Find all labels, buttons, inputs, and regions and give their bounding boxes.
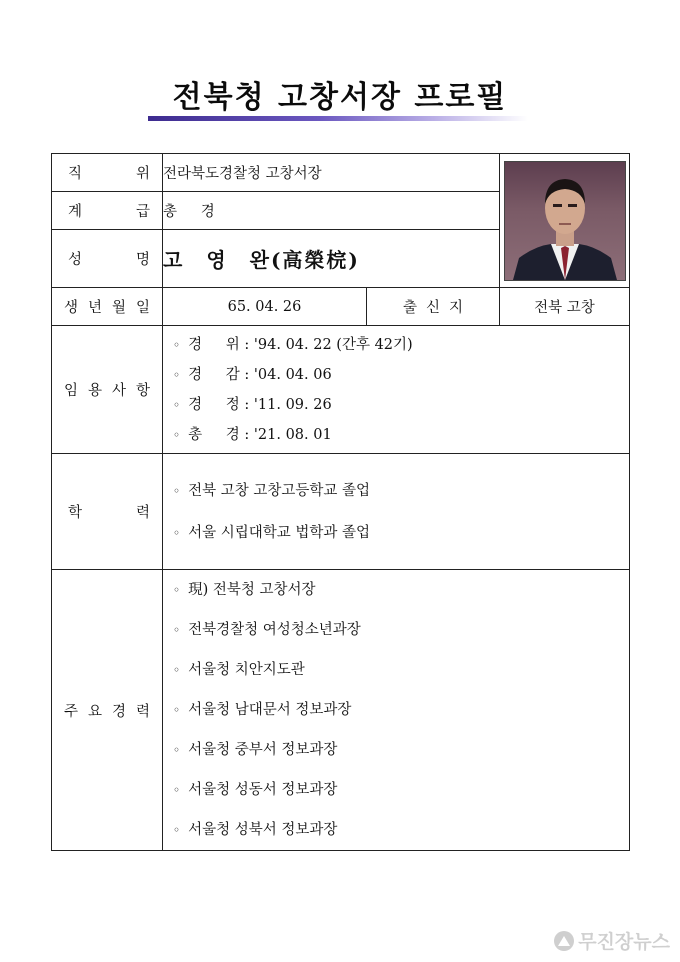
list-item: ◦ 서울청 중부서 정보과장 — [173, 742, 338, 758]
row-position — [52, 154, 630, 192]
list-item: ◦ 서울청 남대문서 정보과장 — [173, 702, 352, 718]
list-item: ◦ 경 위 : '94. 04. 22 (간후 42기) — [173, 336, 413, 353]
row-education — [52, 454, 630, 570]
page-title: 전북청 고창서장 프로필 — [172, 80, 508, 115]
watermark-logo-icon — [554, 931, 574, 951]
label-rank: 계 급 — [52, 192, 163, 230]
value-birth: 65. 04. 26 — [163, 288, 367, 326]
label-name: 성 명 — [52, 230, 163, 288]
list-item: ◦ 現) 전북청 고창서장 — [173, 582, 316, 598]
value-position: 전라북도경찰청 고창서장 — [163, 154, 500, 192]
list-item: ◦ 경 정 : '11. 09. 26 — [173, 396, 332, 413]
profile-table — [51, 153, 630, 851]
list-item: ◦ 전북 고창 고창고등학교 졸업 — [173, 482, 370, 499]
label-career: 주 요 경 력 — [52, 570, 163, 851]
list-item: ◦ 서울청 치안지도관 — [173, 662, 305, 678]
photo-cell — [500, 154, 630, 288]
label-hometown: 출 신 지 — [367, 288, 500, 326]
label-appointment: 임 용 사 항 — [52, 326, 163, 454]
profile-photo — [504, 161, 626, 281]
row-appointment — [52, 326, 630, 454]
list-item: ◦ 서울청 성동서 정보과장 — [173, 782, 338, 798]
row-career — [52, 570, 630, 851]
row-birth-hometown — [52, 288, 630, 326]
title-underline — [148, 116, 528, 121]
label-position: 직 위 — [52, 154, 163, 192]
education-list — [163, 454, 630, 570]
list-item: ◦ 총 경 : '21. 08. 01 — [173, 426, 332, 443]
list-item: ◦ 경 감 : '04. 04. 06 — [173, 366, 332, 383]
list-item: ◦ 전북경찰청 여성청소년과장 — [173, 622, 361, 638]
value-hometown: 전북 고창 — [500, 288, 630, 326]
label-birth: 생 년 월 일 — [52, 288, 163, 326]
appointment-list — [163, 326, 630, 454]
list-item: ◦ 서울 시립대학교 법학과 졸업 — [173, 524, 370, 541]
list-item: ◦ 서울청 성북서 정보과장 — [173, 822, 338, 838]
value-rank: 총 경 — [163, 192, 500, 230]
value-name: 고 영 완(高榮梡) — [163, 230, 500, 288]
label-education: 학 력 — [52, 454, 163, 570]
watermark: 무진장뉴스 — [554, 927, 670, 954]
career-list — [163, 570, 630, 851]
